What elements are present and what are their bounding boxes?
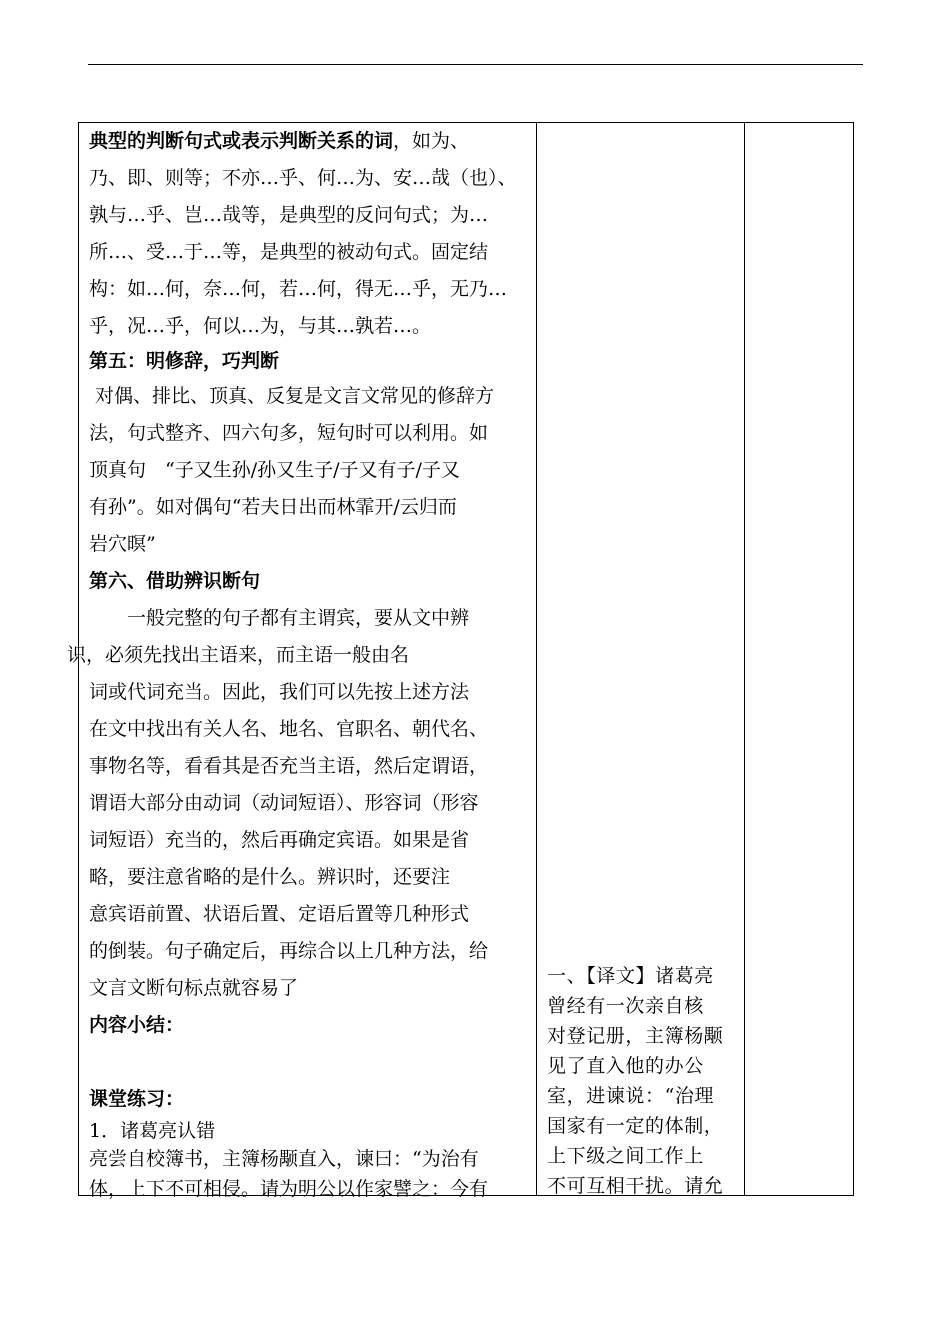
text-line: 事物名等，看看其是否充当主语，然后定谓语， — [89, 755, 489, 777]
text-line: 孰与…乎、岂…哉等，是典型的反问句式；为… — [89, 204, 489, 226]
translation-line: 见了直入他的办公 — [547, 1055, 704, 1077]
translation-cell — [547, 961, 737, 1201]
bold-phrase: 典型的判断句式或表示判断关系的词 — [89, 130, 394, 152]
translation-line: 室，进谏说：“治理 — [547, 1085, 715, 1107]
text-line: 对偶、排比、顶真、反复是文言文常见的修辞方 — [89, 385, 495, 407]
translation-line: 不可互相干扰。请允 — [547, 1175, 724, 1197]
main-text-cell — [67, 123, 529, 1204]
translation-line: 一、【译文】诸葛亮 — [547, 965, 714, 987]
text-line: 词或代词充当。因此，我们可以先按上述方法 — [89, 681, 470, 703]
header-rule — [88, 64, 863, 65]
text-line: 乃、即、则等；不亦…乎、何…为、安…哉（也）、 — [89, 167, 517, 189]
text-line: 意宾语前置、状语后置、定语后置等几种形式 — [89, 903, 470, 925]
section-five-heading: 第五：明修辞，巧判断 — [89, 350, 280, 372]
text-line: 乎，况…乎，何以…为，与其…孰若…。 — [89, 315, 432, 337]
text-line: 文言文断句标点就容易了 — [89, 977, 299, 999]
blank-line — [89, 1044, 529, 1081]
text-line: 一般完整的句子都有主谓宾，要从文中辨 — [127, 607, 470, 629]
practice-heading: 课堂练习： — [89, 1088, 185, 1110]
text-line: 顶真句 “子又生孙/孙又生子/子又有子/子又 — [89, 459, 460, 481]
content-table — [67, 122, 854, 1200]
summary-heading: 内容小结： — [89, 1014, 185, 1036]
text-line: 词短语）充当的，然后再确定宾语。如果是省 — [89, 829, 470, 851]
column-divider — [536, 123, 537, 1195]
text-line: 略，要注意省略的是什么。辨识时，还要注 — [89, 866, 451, 888]
text-line: 岩穴暝” — [89, 533, 156, 555]
column-divider — [744, 123, 745, 1195]
text-line: 1．诸葛亮认错 — [89, 1120, 216, 1142]
text-line: 典型的判断句式或表示判断关系的词，如为、 — [89, 130, 470, 152]
text-line: 法，句式整齐、四六句多，短句时可以利用。如 — [89, 422, 489, 444]
text-line: 所…、受…于…等，是典型的被动句式。固定结 — [89, 241, 489, 263]
text-line: 的倒装。句子确定后，再综合以上几种方法，给 — [89, 940, 489, 962]
text-line: 识，必须先找出主语来，而主语一般由名 — [67, 644, 410, 666]
translation-line: 国家有一定的体制， — [547, 1115, 724, 1137]
translation-line: 上下级之间工作上 — [547, 1145, 704, 1167]
text-line: 谓语大部分由动词（动词短语）、形容词（形容 — [89, 792, 479, 814]
section-six-heading: 第六、借助辨识断句 — [89, 570, 261, 592]
text-line: 构：如…何，奈…何，若…何，得无…乎，无乃… — [89, 278, 508, 300]
text-line: 有孙”。如对偶句“若夫日出而林霏开/云归而 — [89, 496, 457, 518]
text-line: 亮尝自校簿书，主簿杨颙直入，谏曰：“为治有 — [89, 1148, 479, 1170]
text-line: 体，上下不可相侵。请为明公以作家譬之：今有 — [89, 1178, 489, 1200]
translation-line: 曾经有一次亲自核 — [547, 995, 704, 1017]
translation-line: 对登记册，主簿杨颙 — [547, 1025, 724, 1047]
text-line: 在文中找出有关人名、地名、官职名、朝代名、 — [89, 718, 489, 740]
